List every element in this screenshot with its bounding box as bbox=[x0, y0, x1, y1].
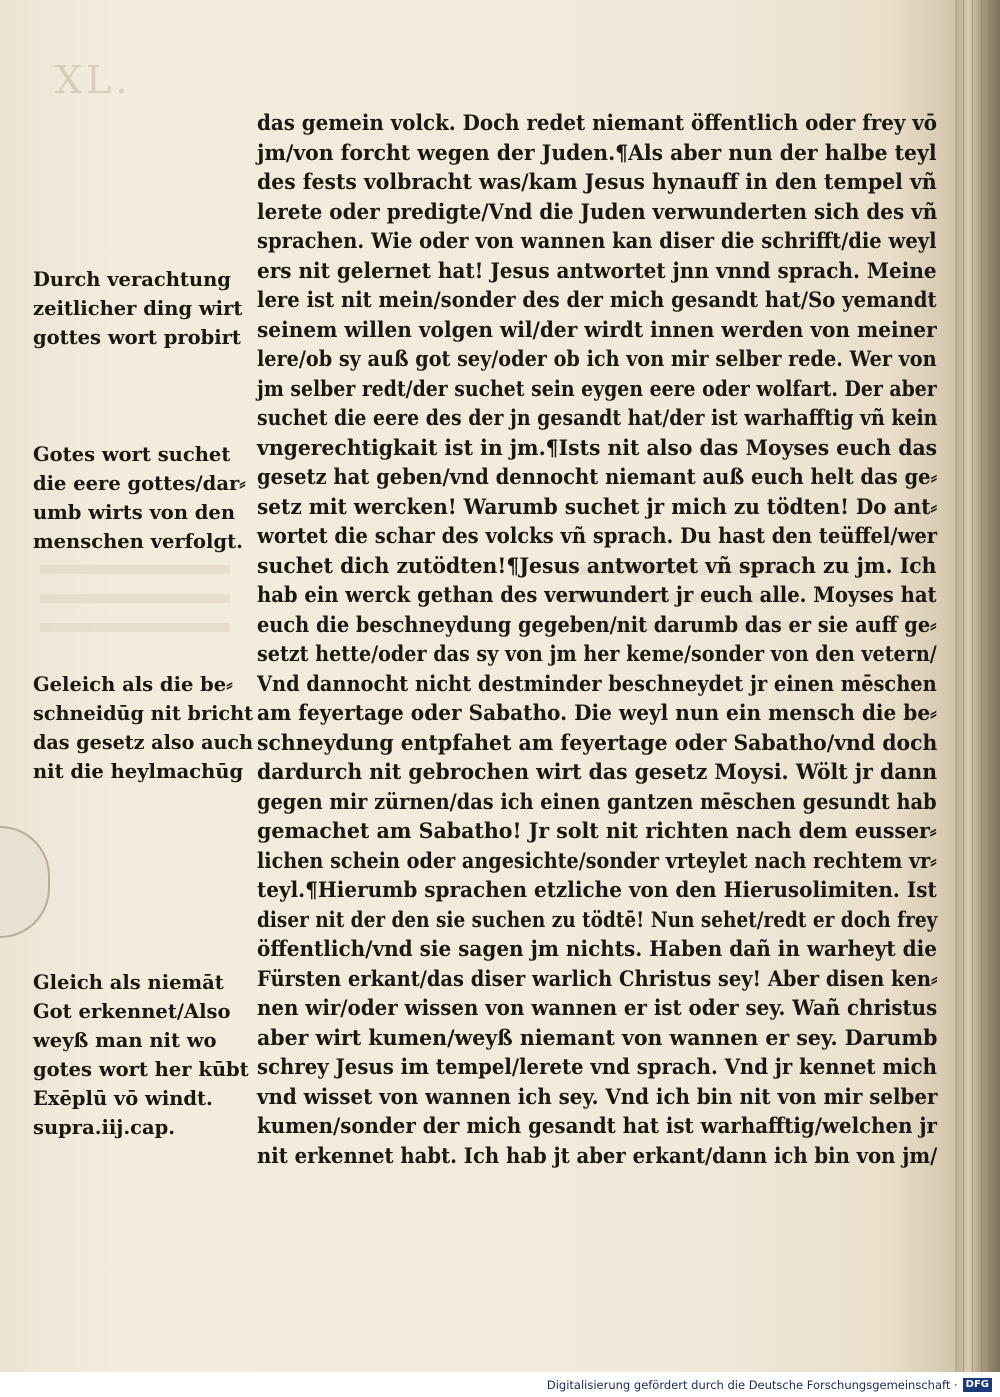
gloss-line: umb wirts von den bbox=[33, 501, 235, 524]
text-line: öffentlich/vnd sie sagen jm nichts. Haben dañ in warheyt die bbox=[257, 936, 937, 961]
bleed-through-folio: XL. bbox=[55, 58, 132, 102]
text-line: schrey Jesus im tempel/lerete vnd sprach. Vnd jr kennet mich bbox=[257, 1054, 937, 1079]
gloss-line: das gesetz also auch bbox=[33, 731, 254, 754]
text-line: schneydung entpfahet am feyertage oder Sabatho/vnd doch bbox=[257, 729, 938, 755]
text-line: am feyertage oder Sabatho. Die weyl nun ein mensch die be⸗ bbox=[257, 700, 937, 725]
footer bbox=[547, 1377, 992, 1393]
gloss-line: die eere gottes/dar⸗ bbox=[33, 472, 246, 495]
text-line: wortet die schar des volcks vñ sprach. Du hast den teüffel/wer bbox=[257, 523, 938, 548]
text-line: jm selber redt/der suchet sein eygen eere oder wolfart. Der aber bbox=[257, 375, 937, 401]
text-line: seinem willen volgen wil/der wirdt innen werden von meiner bbox=[257, 316, 937, 342]
gloss-line: Durch verachtung bbox=[33, 268, 231, 291]
text-line: suchet die eere des der jn gesandt hat/der ist warhafftig vñ kein bbox=[257, 405, 938, 430]
gloss-line: gotes wort her kūbt bbox=[33, 1058, 249, 1081]
page-edge-stack bbox=[955, 0, 1000, 1397]
gloss-line: menschen verfolgt. bbox=[33, 530, 243, 553]
gloss-line: Gleich als niemāt bbox=[33, 971, 224, 994]
text-line: setz mit wercken! Warumb suchet jr mich zu tödten! Do ant⸗ bbox=[257, 493, 938, 519]
text-line: euch die beschneydung gegeben/nit darumb das er sie auff ge⸗ bbox=[257, 611, 937, 637]
gloss-line: schneidūg nit bricht bbox=[33, 702, 254, 725]
marginal-gloss bbox=[33, 670, 255, 786]
text-line: lere/ob sy auß got sey/oder ob ich von mir selber rede. Wer von bbox=[257, 346, 937, 371]
gloss-line: Geleich als die be⸗ bbox=[33, 673, 233, 696]
text-line: des fests volbracht was/kam Jesus hynauff in den tempel vñ bbox=[257, 169, 937, 194]
text-line: Fürsten erkant/das diser warlich Christus sey! Aber disen ken⸗ bbox=[257, 965, 938, 991]
gloss-line: gottes wort probirt bbox=[33, 326, 241, 349]
text-line: setzt hette/oder das sy von jm her keme/sonder von den vetern/ bbox=[257, 641, 937, 666]
text-line: nit erkennet habt. Ich hab jt aber erkant/dann ich bin von jm/ bbox=[257, 1142, 938, 1168]
main-text-block bbox=[257, 108, 937, 1170]
gloss-line: Gotes wort suchet bbox=[33, 443, 231, 466]
text-line: Vnd dannocht nicht destminder beschneydet jr einen mēschen bbox=[257, 670, 937, 696]
text-line: sprachen. Wie oder von wannen kan diser die schrifft/die weyl bbox=[257, 228, 937, 253]
text-line: aber wirt kumen/weyß niemant von wannen er sey. Darumb bbox=[257, 1024, 938, 1050]
gloss-line: weyß man nit wo bbox=[33, 1029, 217, 1052]
text-line: suchet dich zutödten!¶Jesus antwortet vñ sprach zu jm. Ich bbox=[257, 552, 937, 578]
gloss-line: nit die heylmachūg bbox=[33, 760, 244, 783]
gloss-line: zeitlicher ding wirt bbox=[33, 297, 243, 320]
text-line: kumen/sonder der mich gesandt hat ist warhafftig/welchen jr bbox=[257, 1113, 937, 1138]
text-line: gesetz hat geben/vnd dennocht niemant auß euch helt das ge⸗ bbox=[257, 464, 938, 489]
text-line: dardurch nit gebrochen wirt das gesetz Moysi. Wölt jr dann bbox=[257, 759, 938, 784]
text-line: gegen mir zürnen/das ich einen gantzen mēschen gesundt hab bbox=[257, 788, 937, 814]
dfg-logo: DFG bbox=[963, 1378, 992, 1392]
text-line: diser nit der den sie suchen zu tödtē! Nun sehet/redt er doch frey bbox=[257, 906, 938, 932]
text-line: teyl.¶Hierumb sprachen etzliche von den Hierusolimiten. Ist bbox=[257, 877, 937, 902]
text-line: das gemein volck. Doch redet niemant öffentlich oder frey vō bbox=[257, 110, 938, 135]
marginal-gloss bbox=[33, 440, 255, 556]
gloss-line: Exēplū vō windt. bbox=[33, 1087, 213, 1110]
gloss-line: Got erkennet/Also bbox=[33, 1000, 231, 1023]
marginal-gloss bbox=[33, 968, 255, 1142]
text-line: vnd wisset von wannen ich sey. Vnd ich bin nit von mir selber bbox=[257, 1083, 938, 1109]
text-line: ers nit gelernet hat! Jesus antwortet jnn vnnd sprach. Meine bbox=[257, 257, 937, 283]
text-line: vngerechtigkait ist in jm.¶Ists nit also das Moyses euch das bbox=[257, 434, 938, 460]
text-line: lichen schein oder angesichte/sonder vrteylet nach rechtem vr⸗ bbox=[257, 847, 937, 873]
text-line: jm/von forcht wegen der Juden.¶Als aber nun der halbe teyl bbox=[257, 139, 937, 165]
text-line: gemachet am Sabatho! Jr solt nit richten nach dem eusser⸗ bbox=[257, 818, 937, 843]
gloss-line: supra.iij.cap. bbox=[33, 1116, 176, 1139]
bleed-through-margin bbox=[40, 565, 230, 652]
marginal-gloss bbox=[33, 265, 255, 352]
text-line: lerete oder predigte/Vnd die Juden verwunderten sich des vñ bbox=[257, 198, 938, 224]
text-line: hab ein werck gethan des verwundert jr euch alle. Moyses hat bbox=[257, 582, 937, 607]
text-line: lere ist nit mein/sonder des der mich gesandt hat/So yemandt bbox=[257, 287, 937, 312]
text-line: nen wir/oder wissen von wannen er ist oder sey. Wañ christus bbox=[257, 995, 938, 1020]
footer-credit: Digitalisierung gefördert durch die Deutsche Forschungsgemeinschaft · bbox=[546, 1378, 958, 1392]
